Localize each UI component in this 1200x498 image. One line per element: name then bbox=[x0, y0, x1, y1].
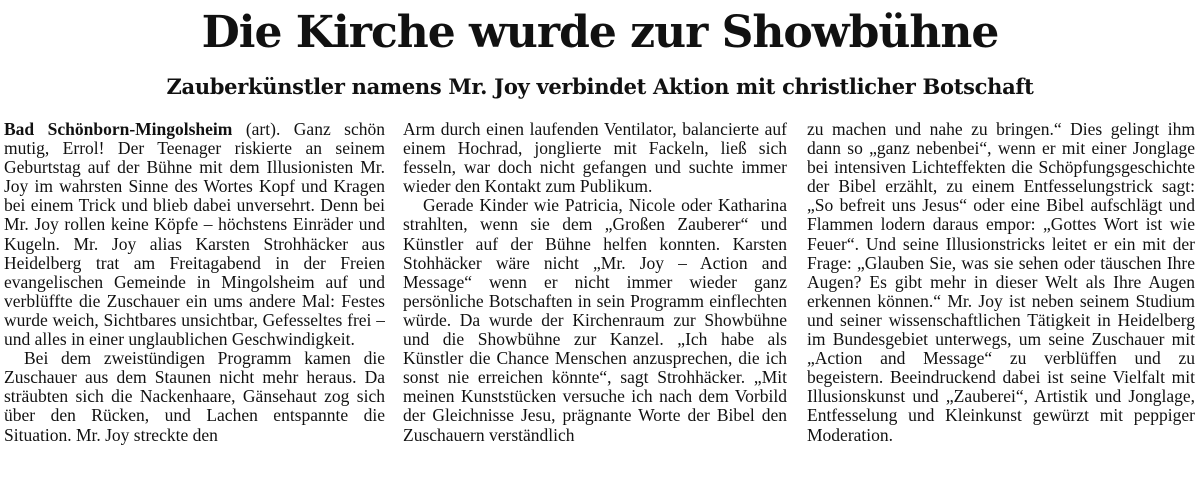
article-paragraph: Gerade Kinder wie Patricia, Nicole oder Katharina strahlten, wenn sie dem „Großen Zauberer“ und Künstler auf der Bühne helfen konnten. Karsten Stohhäcker wäre nicht „Mr. Joy – Action and Message“ wenn er nicht immer wieder ganz persönliche Botschaften in sein Programm einflechten würde. Da wurde der Kirchenraum zur Showbühne und die Showbühne zur Kanzel. „Ich habe als Künstler die Chance Menschen anzusprechen, die ich sonst nie erreichen könnte“, sagt Strohhäcker. „Mit meinen Kunststücken versuche ich nach dem Vorbild der Gleichnisse Jesu, prägnante Worte der Bibel den Zuschauern verständlich bbox=[403, 195, 787, 445]
article-paragraph bbox=[4, 120, 385, 349]
paragraph-text: (art). Ganz schön mutig, Errol! Der Teenager riskierte an seinem Geburtstag auf der Bühne mit dem Illusionisten Mr. Joy im wahrsten Sinne des Wortes Kopf und Kragen bei einem Trick und blieb dabei unversehrt. Denn bei Mr. Joy rollen keine Köpfe – höchstens Einräder und Kugeln. Mr. Joy alias Karsten Strohhäcker aus Heidelberg trat am Freitagabend in der Freien evangelischen Gemeinde in Mingolsheim auf und verblüffte die Zuschauer ein ums andere Mal: Festes wurde weich, Sichtbares unsichtbar, Gefesseltes frei – und alles in einer unglaublichen Geschwindigkeit. bbox=[4, 120, 385, 350]
article-paragraph: zu machen und nahe zu bringen.“ Dies gelingt ihm dann so „ganz nebenbei“, wenn er mit einer Jonglage bei intensiven Lichteffekten die Schöpfungsgeschichte der Bibel erzählt, zu einem Entfesselungstrick sagt: „So befreit uns Jesus“ oder eine Bibel aufschlägt und Flammen lodern daraus empor: „Gottes Wort ist wie Feuer“. Und seine Illusionstricks leitet er ein mit der Frage: „Glauben Sie, was sie sehen oder täuschen Ihre Augen? Es gibt mehr in dieser Welt als Ihre Augen erkennen können.“ Mr. Joy ist neben seinem Studium und seiner wissenschaftlichen Tätigkeit in Heidelberg im Bundesgebiet unterwegs, um seine Zuschauer mit „Action and Message“ zu verblüffen und zu begeistern. Beeindruckend dabei ist seine Vielfalt mit Illusionskunst und „Zauberei“, Artistik und Jonglage, Entfesselung und Kleinkunst gewürzt mit peppiger Moderation. bbox=[807, 120, 1195, 445]
article-dateline: Bad Schönborn-Mingolsheim bbox=[4, 120, 233, 139]
article-subheadline: Zauberkünstler namens Mr. Joy verbindet Aktion mit christlicher Botschaft bbox=[166, 74, 1034, 99]
article-column-3 bbox=[807, 120, 1195, 492]
article-headline: Die Kirche wurde zur Showbühne bbox=[201, 7, 999, 58]
article-paragraph: Bei dem zweistündigen Programm kamen die Zuschauer aus dem Staunen nicht mehr heraus. Da sträubten sich die Nackenhaare, Gänsehaut zog sich über den Rücken, und Lachen entspannte die Situation. Mr. Joy streckte den bbox=[4, 348, 385, 445]
article-column-2 bbox=[403, 120, 787, 492]
article-column-1 bbox=[4, 120, 385, 492]
article-paragraph: Arm durch einen laufenden Ventilator, balancierte auf einem Hochrad, jonglierte mit Fackeln, ließ sich fesseln, war doch nicht gefangen und suchte immer wieder den Kontakt zum Publikum. bbox=[403, 120, 787, 197]
